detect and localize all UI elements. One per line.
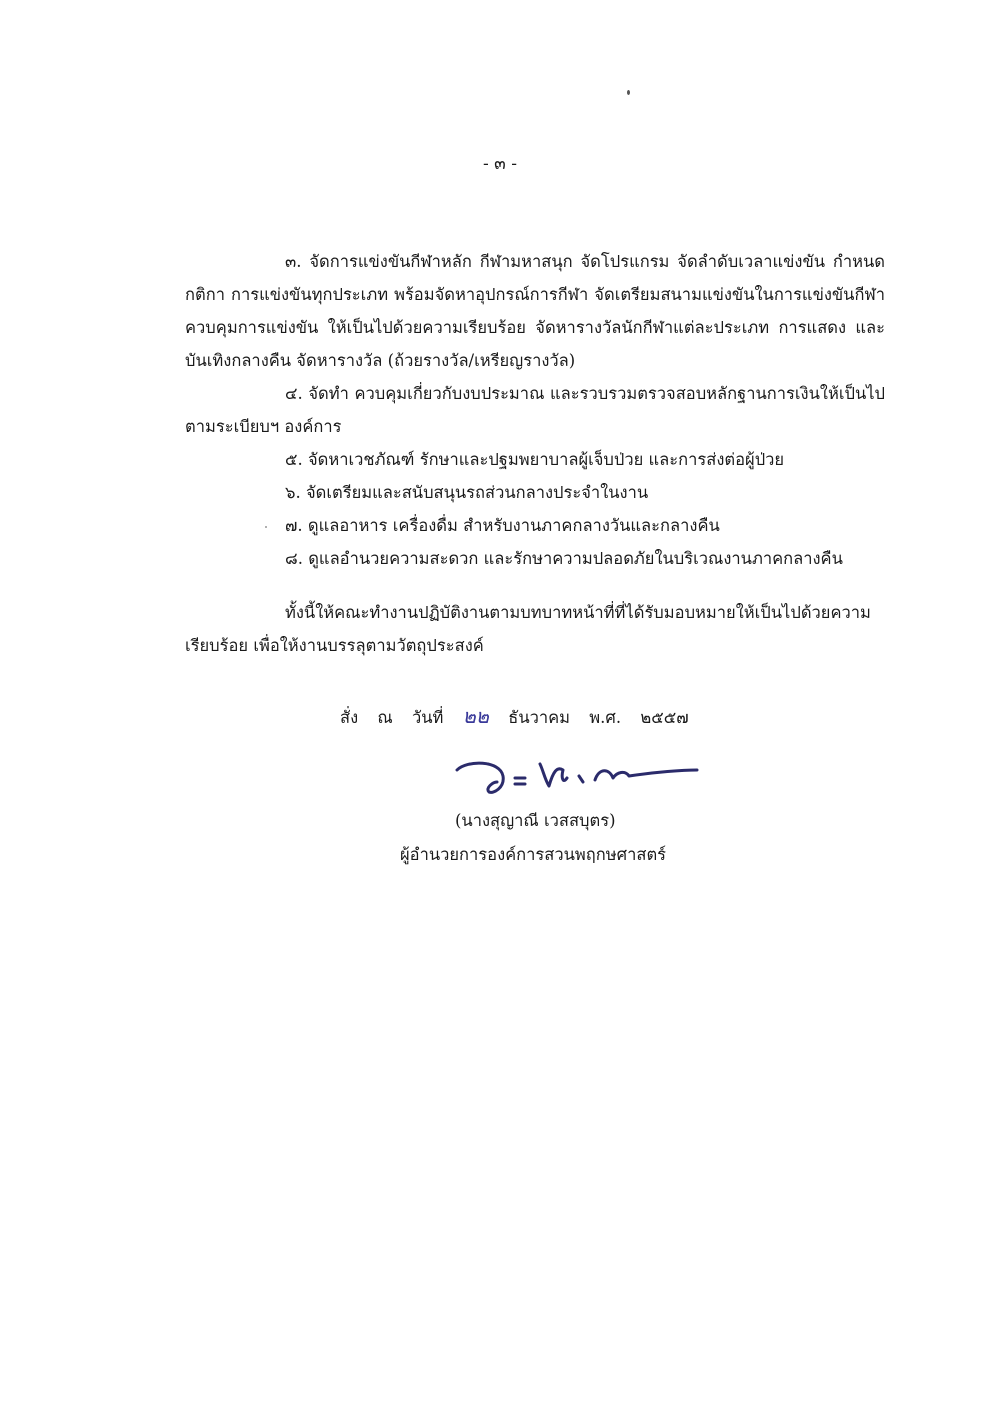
order-word: สั่ง: [340, 708, 359, 727]
day-word: วันที่: [411, 708, 444, 727]
at-word: ณ: [377, 708, 393, 727]
list-item-5: ๕. จัดหาเวชภัณฑ์ รักษาและปฐมพยาบาลผู้เจ็บป่วย และการส่งต่อผู้ป่วย: [285, 450, 785, 469]
document-body: [185, 245, 885, 575]
closing-paragraph-text: ทั้งนี้ให้คณะทำงานปฏิบัติงานตามบทบาทหน้าที่ที่ได้รับมอบหมายให้เป็นไปด้วยความเรียบร้อย เพื่อให้งานบรรลุตามวัตถุประสงค์: [185, 603, 871, 655]
order-date-line: [340, 700, 703, 732]
list-item-3-text: ๓. จัดการแข่งขันกีฬาหลัก กีฬามหาสนุก จัดโปรแกรม จัดลำดับเวลาแข่งขัน กำหนดกติกา การแข่งขันทุกประเภท พร้อมจัดหาอุปกรณ์การกีฬา จัดเตรียมสนามแข่งขันในการแข่งขันกีฬา ควบคุมการแข่งขัน ให้เป็นไปด้วยความเรียบร้อย จัดหารางวัลนักกีฬาแต่ละประเภท การแสดง และบันเทิงกลางคืน จัดหารางวัล (ถ้วยรางวัล/เหรียญรางวัล): [185, 252, 885, 370]
list-item-7: ๗. ดูแลอาหาร เครื่องดื่ม สำหรับงานภาคกลางวันและกลางคืน: [285, 516, 720, 535]
signature-icon: [445, 748, 705, 804]
handwritten-day: ๒๒: [462, 704, 489, 728]
list-item-6: ๖. จัดเตรียมและสนับสนุนรถส่วนกลางประจำในงาน: [285, 483, 649, 502]
list-item-3: [185, 245, 885, 377]
closing-paragraph-block: [185, 596, 885, 662]
signer-name: (นางสุญาณี เวสสบุตร): [455, 811, 616, 830]
month: ธันวาคม: [508, 708, 571, 727]
scan-speck: [265, 526, 267, 528]
closing-paragraph: [185, 596, 885, 662]
page-number: - ๓ -: [483, 154, 517, 174]
scan-speck: [627, 90, 630, 95]
era: พ.ศ.: [589, 708, 622, 727]
list-item-4: [185, 377, 885, 443]
signer-position: ผู้อำนวยการองค์การสวนพฤกษศาสตร์: [400, 845, 667, 864]
list-item-8: ๘. ดูแลอำนวยความสะดวก และรักษาความปลอดภัยในบริเวณงานภาคกลางคืน: [285, 549, 843, 568]
list-item-4-text: ๔. จัดทำ ควบคุมเกี่ยวกับงบประมาณ และรวบรวมตรวจสอบหลักฐานการเงินให้เป็นไปตามระเบียบฯ องค์การ: [185, 384, 885, 436]
year: ๒๕๕๗: [640, 708, 689, 727]
